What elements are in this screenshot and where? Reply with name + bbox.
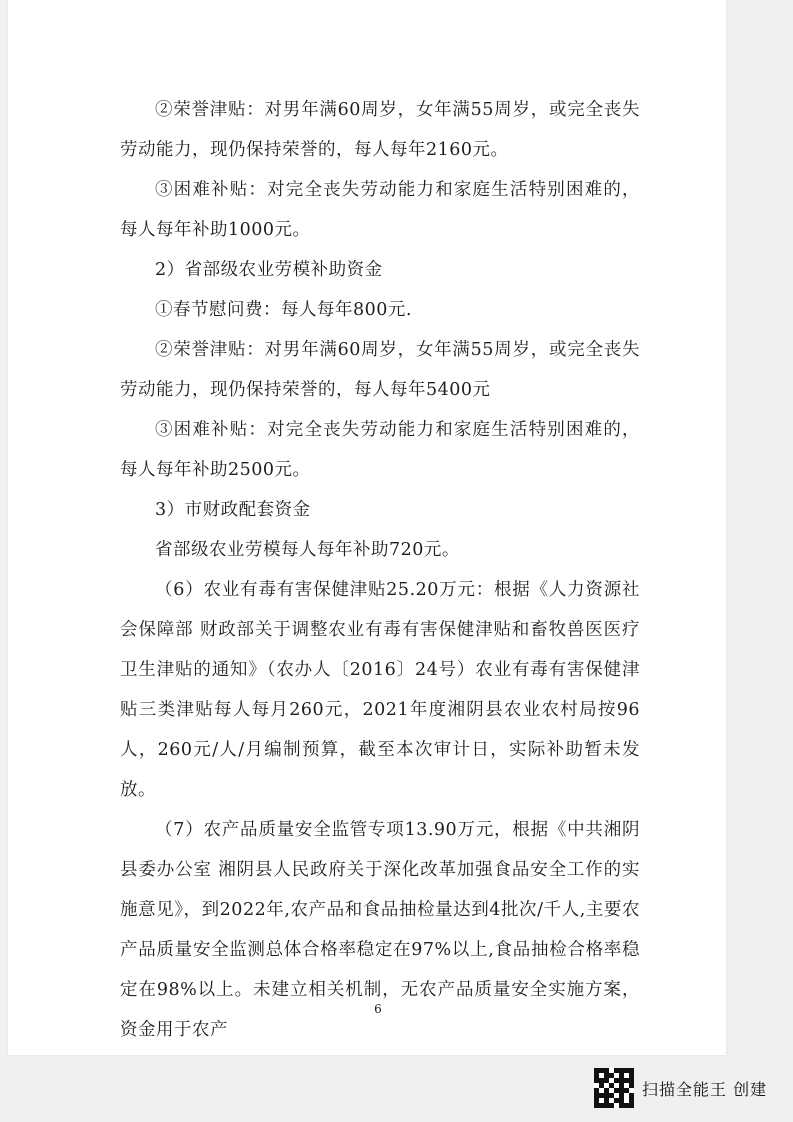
document-page [8, 0, 726, 1055]
paragraph-hardship-subsidy-1: ③困难补贴：对完全丧失劳动能力和家庭生活特别困难的，每人每年补助1000元。 [120, 180, 640, 240]
section-heading-city-funds: 3）市财政配套资金 [155, 500, 311, 520]
qr-code-icon [594, 1068, 634, 1108]
paragraph-toxic-hazard-allowance: （6）农业有毒有害保健津贴25.20万元：根据《人力资源社会保障部 财政部关于调整农业有毒有害保健津贴和畜牧兽医医疗卫生津贴的通知》（农办人〔2016〕24号）农业有毒有害保健津贴三类津贴每人每月260元，2021年度湘阴县农业农村局按96人，260元/人/月编制预算，截至本次审计日，实际补助暂未发放。 [120, 580, 640, 800]
scanner-app-label: 扫描全能王 创建 [642, 1079, 768, 1099]
paragraph-food-safety-project: （7）农产品质量安全监管专项13.90万元，根据《中共湘阴县委办公室 湘阴县人民政府关于深化改革加强食品安全工作的实施意见》，到2022年,农产品和食品抽检量达到4批次/千人,主要农产品质量安全监测总体合格率稳定在97%以上,食品抽检合格率稳定在98%以上。未建立相关机制，无农产品质量安全实施方案，资金用于农产 [120, 820, 640, 1040]
paragraph-honor-allowance-2: ②荣誉津贴：对男年满60周岁，女年满55周岁，或完全丧失劳动能力，现仍保持荣誉的，每人每年5400元 [120, 340, 640, 400]
body-text [120, 90, 640, 1050]
page-number: 6 [374, 1002, 382, 1016]
paragraph-spring-festival-fee: ①春节慰问费：每人每年800元. [155, 300, 412, 320]
scanner-watermark [594, 1068, 784, 1108]
paragraph-city-subsidy: 省部级农业劳模每人每年补助720元。 [155, 540, 460, 560]
paragraph-honor-allowance-1: ②荣誉津贴：对男年满60周岁，女年满55周岁，或完全丧失劳动能力，现仍保持荣誉的，每人每年2160元。 [120, 100, 640, 160]
section-heading-provincial-funds: 2）省部级农业劳模补助资金 [155, 260, 383, 280]
paragraph-hardship-subsidy-2: ③困难补贴：对完全丧失劳动能力和家庭生活特别困难的，每人每年补助2500元。 [120, 420, 640, 480]
